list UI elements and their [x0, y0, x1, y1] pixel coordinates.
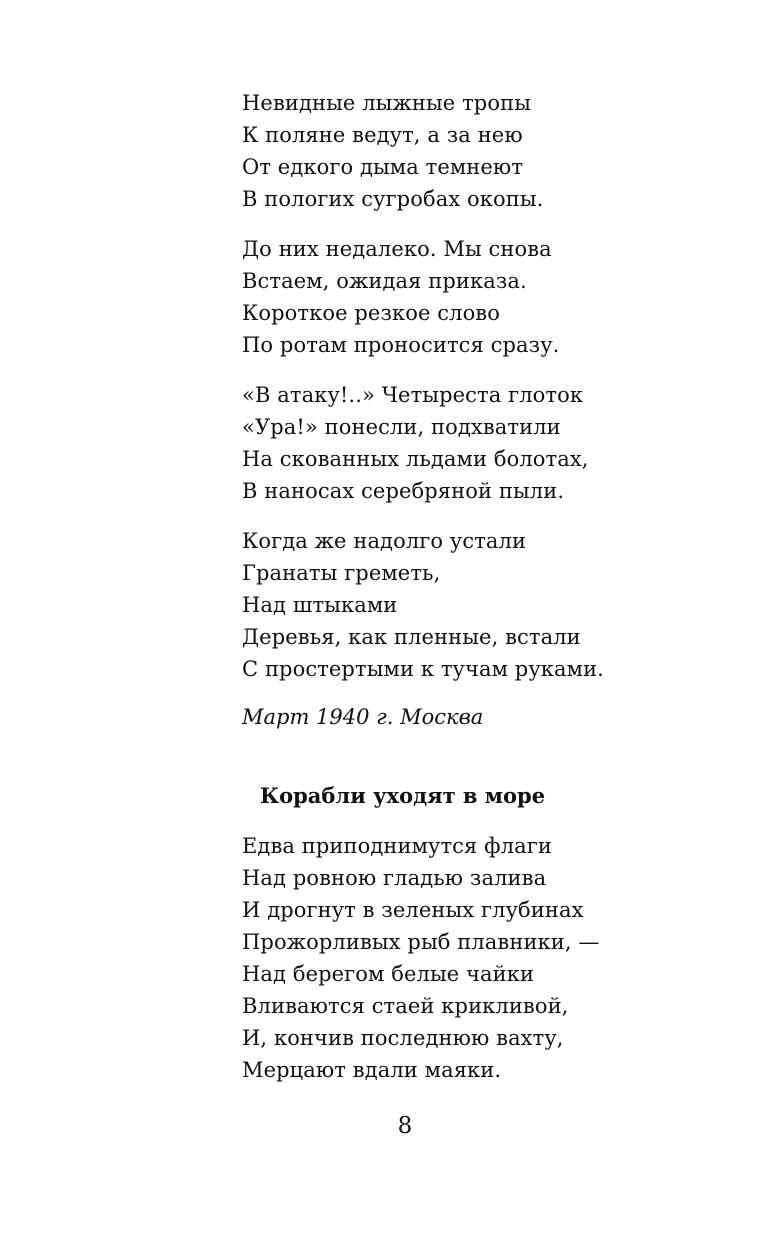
- poem-2-body: [242, 830, 682, 1086]
- verse-line: В наносах серебряной пыли.: [242, 479, 565, 503]
- verse-line: Короткое резкое слово: [242, 301, 500, 325]
- verse-line: Невидные лыжные тропы: [242, 91, 532, 115]
- verse-line: К поляне ведут, а за нею: [242, 123, 523, 147]
- verse-line: По ротам проносится сразу.: [242, 333, 560, 357]
- poem-1-body: [242, 87, 682, 685]
- poem-1-dateline: Март 1940 г. Москва: [242, 705, 484, 729]
- verse-line: До них недалеко. Мы снова: [242, 237, 552, 261]
- verse-line: Вливаются стаей крикливой,: [242, 994, 569, 1018]
- poem-2-title: Корабли уходят в море: [260, 783, 546, 808]
- verse-line: И, кончив последнюю вахту,: [242, 1026, 564, 1050]
- verse-line: От едкого дыма темнеют: [242, 155, 524, 179]
- poem-1-stanza-1: [242, 87, 682, 215]
- verse-line: «Ура!» понесли, подхватили: [242, 415, 561, 439]
- page-number: 8: [397, 1113, 413, 1139]
- verse-line: Деревья, как пленные, встали: [242, 625, 581, 649]
- verse-line: Когда же надолго устали: [242, 529, 527, 553]
- verse-line: Прожорливых рыб плавники, —: [242, 930, 600, 954]
- verse-line: Над берегом белые чайки: [242, 962, 535, 986]
- poem-2-stanza-1: [242, 830, 682, 1086]
- verse-line: Едва приподнимутся флаги: [242, 834, 552, 858]
- verse-line: Над штыками: [242, 593, 398, 617]
- verse-line: Мерцают вдали маяки.: [242, 1058, 502, 1082]
- poem-1-stanza-3: [242, 379, 682, 507]
- poem-1-stanza-2: [242, 233, 682, 361]
- verse-line: С простертыми к тучам руками.: [242, 657, 604, 681]
- verse-line: В пологих сугробах окопы.: [242, 187, 544, 211]
- verse-line: «В атаку!..» Четыреста глоток: [242, 383, 584, 407]
- verse-line: Встаем, ожидая приказа.: [242, 269, 527, 293]
- verse-line: Гранаты греметь,: [242, 561, 441, 585]
- verse-line: Над ровною гладью залива: [242, 866, 547, 890]
- verse-line: И дрогнут в зеленых глубинах: [242, 898, 584, 922]
- verse-line: На скованных льдами болотах,: [242, 447, 589, 471]
- poem-1-stanza-4: [242, 525, 682, 685]
